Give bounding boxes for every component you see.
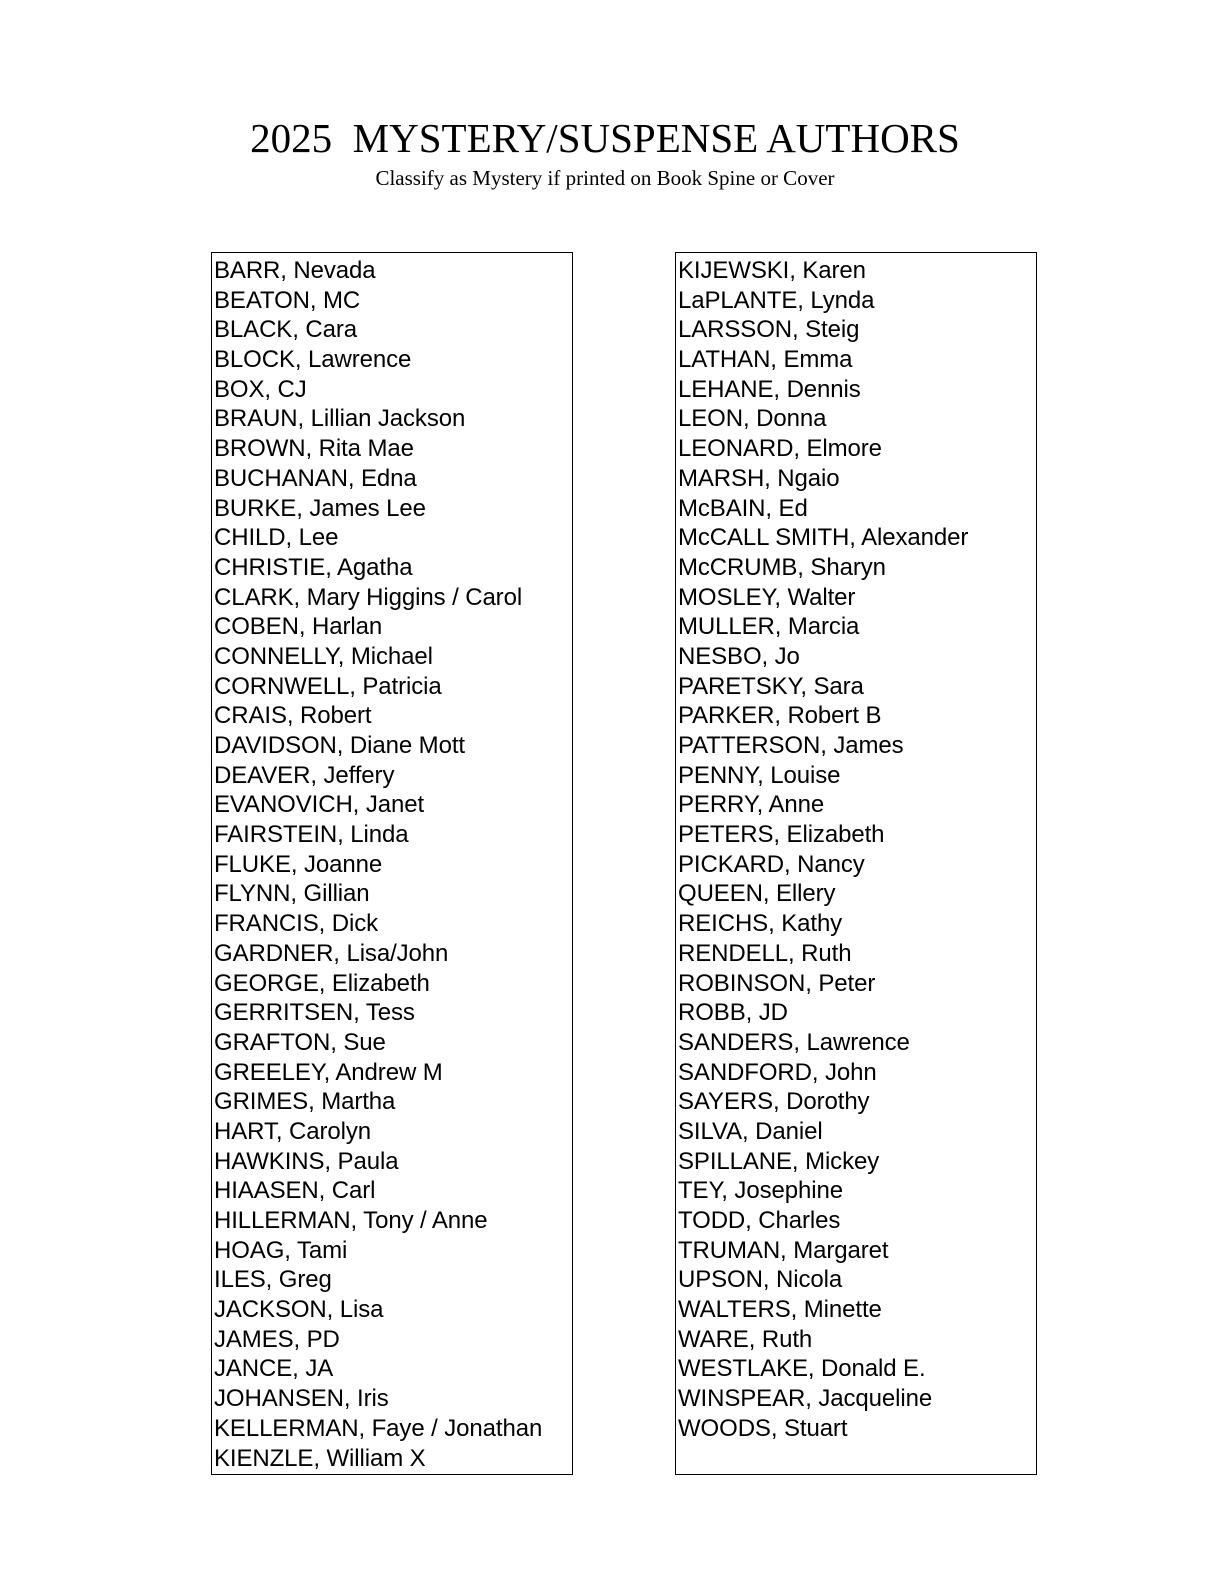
author-entry: WINSPEAR, Jacqueline bbox=[678, 1385, 933, 1413]
author-list-right bbox=[678, 256, 1036, 1444]
author-entry: LATHAN, Emma bbox=[678, 346, 853, 374]
author-entry: QUEEN, Ellery bbox=[678, 880, 836, 908]
author-entry: JOHANSEN, Iris bbox=[214, 1385, 389, 1413]
author-entry: HAWKINS, Paula bbox=[214, 1147, 399, 1175]
author-entry: WESTLAKE, Donald E. bbox=[678, 1355, 926, 1383]
author-entry: CHILD, Lee bbox=[214, 524, 339, 552]
author-entry: ILES, Greg bbox=[214, 1266, 332, 1294]
author-entry: PETERS, Elizabeth bbox=[678, 821, 885, 849]
author-entry: BLACK, Cara bbox=[214, 316, 357, 344]
author-entry: McCALL SMITH, Alexander bbox=[678, 524, 969, 552]
author-entry: DEAVER, Jeffery bbox=[214, 761, 395, 789]
author-entry: BEATON, MC bbox=[214, 286, 361, 314]
author-entry: CONNELLY, Michael bbox=[214, 642, 433, 670]
page-title: 2025 MYSTERY/SUSPENSE AUTHORS bbox=[250, 115, 960, 161]
author-entry: GRAFTON, Sue bbox=[214, 1028, 386, 1056]
author-entry: SANDFORD, John bbox=[678, 1058, 877, 1086]
author-entry: LEONARD, Elmore bbox=[678, 435, 882, 463]
author-entry: McBAIN, Ed bbox=[678, 494, 808, 522]
author-entry: LEHANE, Dennis bbox=[678, 375, 861, 403]
author-list-left bbox=[214, 256, 572, 1473]
author-entry: SAYERS, Dorothy bbox=[678, 1088, 870, 1116]
page-subtitle: Classify as Mystery if printed on Book Spine or Cover bbox=[375, 166, 835, 190]
author-entry: DAVIDSON, Diane Mott bbox=[214, 732, 465, 759]
author-entry: LARSSON, Steig bbox=[678, 316, 860, 344]
author-entry: PERRY, Anne bbox=[678, 791, 825, 819]
author-entry: KELLERMAN, Faye / Jonathan bbox=[214, 1414, 543, 1442]
author-entry: ROBINSON, Peter bbox=[678, 969, 876, 997]
author-entry: JACKSON, Lisa bbox=[214, 1296, 384, 1324]
author-entry: BUCHANAN, Edna bbox=[214, 464, 417, 492]
author-entry: LaPLANTE, Lynda bbox=[678, 286, 875, 314]
author-entry: CORNWELL, Patricia bbox=[214, 672, 442, 700]
author-entry: CLARK, Mary Higgins / Carol bbox=[214, 583, 523, 611]
author-entry: PARKER, Robert B bbox=[678, 702, 882, 730]
author-entry: WARE, Ruth bbox=[678, 1325, 813, 1353]
author-entry: MARSH, Ngaio bbox=[678, 464, 840, 492]
author-entry: TRUMAN, Margaret bbox=[678, 1236, 889, 1264]
author-entry: RENDELL, Ruth bbox=[678, 939, 852, 967]
author-entry: PENNY, Louise bbox=[678, 761, 841, 789]
author-entry: WALTERS, Minette bbox=[678, 1296, 882, 1324]
author-entry: CHRISTIE, Agatha bbox=[214, 553, 413, 581]
author-entry: BLOCK, Lawrence bbox=[214, 346, 412, 374]
author-entry: HIAASEN, Carl bbox=[214, 1177, 376, 1205]
author-entry: BRAUN, Lillian Jackson bbox=[214, 405, 466, 433]
author-entry: PATTERSON, James bbox=[678, 732, 904, 759]
author-entry: GEORGE, Elizabeth bbox=[214, 969, 430, 997]
author-entry: GERRITSEN, Tess bbox=[214, 999, 415, 1027]
author-entry: TEY, Josephine bbox=[678, 1177, 843, 1205]
author-entry: FAIRSTEIN, Linda bbox=[214, 821, 409, 849]
author-entry: BURKE, James Lee bbox=[214, 494, 426, 522]
author-entry: LEON, Donna bbox=[678, 405, 827, 433]
author-entry: PARETSKY, Sara bbox=[678, 672, 864, 700]
author-entry: PICKARD, Nancy bbox=[678, 850, 865, 878]
author-entry: EVANOVICH, Janet bbox=[214, 791, 425, 819]
author-entry: GARDNER, Lisa/John bbox=[214, 939, 449, 967]
author-entry: REICHS, Kathy bbox=[678, 910, 843, 938]
author-column-right bbox=[675, 252, 1037, 1475]
author-entry: KIJEWSKI, Karen bbox=[678, 257, 866, 284]
author-entry: JAMES, PD bbox=[214, 1325, 340, 1353]
author-column-left bbox=[211, 252, 573, 1475]
author-entry: GRIMES, Martha bbox=[214, 1088, 396, 1116]
author-entry: SANDERS, Lawrence bbox=[678, 1028, 910, 1056]
author-entry: HART, Carolyn bbox=[214, 1117, 371, 1145]
author-entry: KIENZLE, William X bbox=[214, 1444, 426, 1472]
author-entry: FLUKE, Joanne bbox=[214, 850, 383, 878]
author-entry: COBEN, Harlan bbox=[214, 613, 383, 641]
author-entry: McCRUMB, Sharyn bbox=[678, 553, 886, 581]
author-entry: CRAIS, Robert bbox=[214, 702, 372, 730]
author-entry: FLYNN, Gillian bbox=[214, 880, 370, 908]
author-entry: BROWN, Rita Mae bbox=[214, 435, 414, 463]
author-entry: GREELEY, Andrew M bbox=[214, 1058, 443, 1086]
author-entry: NESBO, Jo bbox=[678, 642, 800, 670]
author-entry: MOSLEY, Walter bbox=[678, 583, 856, 611]
author-entry: SILVA, Daniel bbox=[678, 1117, 823, 1145]
author-entry: MULLER, Marcia bbox=[678, 613, 860, 641]
author-entry: SPILLANE, Mickey bbox=[678, 1147, 880, 1175]
author-entry: BARR, Nevada bbox=[214, 257, 376, 284]
author-entry: JANCE, JA bbox=[214, 1355, 334, 1383]
author-entry: HILLERMAN, Tony / Anne bbox=[214, 1207, 488, 1234]
author-entry: FRANCIS, Dick bbox=[214, 910, 379, 938]
author-entry: TODD, Charles bbox=[678, 1207, 841, 1234]
author-entry: UPSON, Nicola bbox=[678, 1266, 843, 1294]
author-entry: BOX, CJ bbox=[214, 375, 307, 403]
author-entry: ROBB, JD bbox=[678, 999, 788, 1027]
author-entry: HOAG, Tami bbox=[214, 1236, 348, 1264]
author-entry: WOODS, Stuart bbox=[678, 1414, 848, 1442]
